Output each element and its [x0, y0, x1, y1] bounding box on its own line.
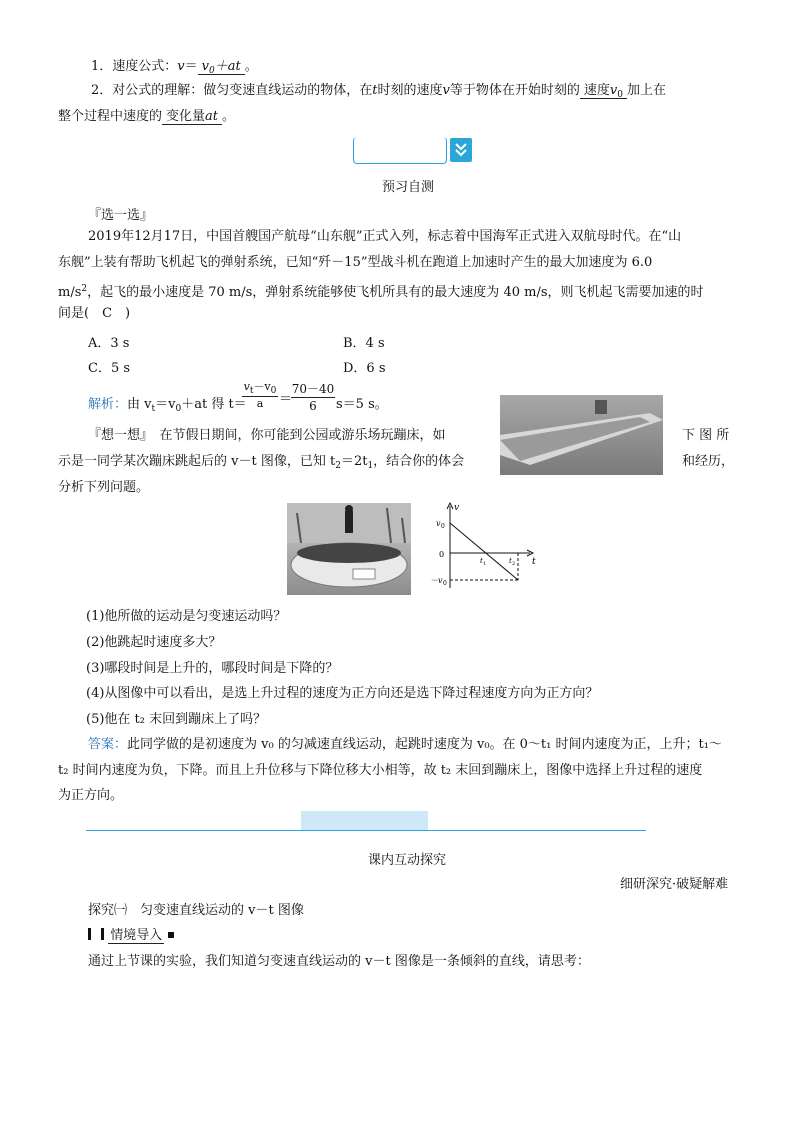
aircraft-carrier-photo [500, 395, 663, 475]
answer-line-2: t₂ 时间内速度为负，下降。而且上升位移与下降位移大小相等，故 t₂ 末回到蹦床上，图像中选择上升过程的速度 [58, 763, 703, 778]
option-a: A．3 s [88, 336, 130, 351]
trampoline-photo [287, 503, 411, 595]
think-right-1: 下 图 所 [682, 428, 730, 443]
question-3: (3)哪段时间是上升的，哪段时间是下降的？ [86, 661, 339, 676]
question-5: (5)他在 t₂ 末回到蹦床上了吗？ [86, 712, 267, 727]
question-line-3: $m/s^2$，起飞的最小速度是 70 m/s，弹射系统能够使飞机所具有的最大速度为 40 m/s，则飞机起飞需要加速的时 [58, 284, 704, 300]
graph-t2-sub: 2 [512, 561, 516, 567]
section-badge-frame [353, 137, 447, 164]
question-line-1: 2019年12月17日，中国首艘国产航母“山东舰”正式入列，标志着中国海军正式进入双航母时代。在“山 [88, 229, 682, 244]
section-title-preview: 预习自测 [382, 180, 435, 195]
graph-origin-label: 0 [439, 550, 445, 559]
graph-t1-label: t [480, 557, 483, 565]
section-divider [86, 830, 646, 831]
think-right-2: 和经历， [682, 454, 735, 469]
understanding-line-2: 整个过程中速度的 变化量at 。 [58, 109, 236, 124]
double-chevron-down-icon [450, 138, 472, 162]
equals-sign: ＝ [279, 392, 293, 407]
section-subtitle: 细研深究·破疑解难 [620, 877, 729, 892]
graph-t2-label: t [509, 557, 512, 565]
option-c: C．5 s [88, 361, 131, 376]
fraction-numerator: $v_t-v_0$ [243, 380, 277, 396]
graph-v0-label: v [436, 519, 441, 528]
section-title-classroom: 课内互动探究 [368, 853, 447, 868]
situation-heading: 情境导入 [88, 924, 174, 943]
think-heading: 『想一想』 在节假日期间，你可能到公园或游乐场玩蹦床，如 [88, 428, 446, 443]
understanding-line: 2．对公式的理解：做匀变速直线运动的物体，在t时刻的速度v等于物体在开始时刻的 速度$v_0$ 加上在 [91, 83, 667, 100]
section-tab [301, 811, 428, 831]
graph-v0-sub: 0 [441, 523, 445, 530]
question-4: (4)从图像中可以看出，是选上升过程的速度为正方向还是选下降过程速度方向为正方向？ [86, 686, 599, 701]
v-t-graph [430, 500, 536, 590]
intro-paragraph: 通过上节课的实验，我们知道匀变速直线运动的 v－t 图像是一条倾斜的直线，请思考： [88, 954, 590, 969]
choose-heading: 『选一选』 [88, 208, 154, 223]
graph-neg-v0-sub: 0 [443, 580, 447, 587]
think-line-2: 示是一同学某次蹦床跳起后的 v－t 图像，已知 $t_2=2t_1$，结合你的体会 [58, 454, 465, 471]
question-line-2: 东舰”上装有帮助飞机起飞的弹射系统，已知“歼－15”型战斗机在跑道上加速时产生的最大加速度为 6.0 [58, 255, 653, 270]
graph-y-label: v [454, 503, 460, 513]
solution-line: 解析：由 $v_t=v_0+at$ 得 t＝ [88, 397, 247, 414]
square-bullet-icon [168, 932, 174, 938]
option-b: B．4 s [343, 336, 385, 351]
question-1: (1)他所做的运动是匀变速运动吗？ [86, 609, 287, 624]
graph-t1-sub: 1 [483, 561, 487, 567]
explore-heading: 探究㈠ 匀变速直线运动的 v－t 图像 [88, 903, 304, 918]
solution-result: s＝5 s。 [336, 397, 388, 412]
question-2: (2)他跳起时速度多大？ [86, 635, 222, 650]
fraction-numerator-2: 70－40 [291, 382, 335, 396]
answer-line-3: 为正方向。 [58, 788, 124, 803]
think-line-3: 分析下列问题。 [58, 480, 150, 495]
fraction-denominator-2: 6 [309, 399, 317, 413]
option-d: D．6 s [343, 361, 386, 376]
graph-neg-v0-label: －v [430, 576, 443, 585]
answer-line-1: 答案：此同学做的是初速度为 v₀ 的匀减速直线运动，起跳时速度为 v₀。在 0～t₁ 时间内速度为正，上升；t₁～ [88, 737, 722, 752]
question-line-4: 间是( C ) [58, 306, 131, 321]
formula-line: 1．速度公式：$v= v_0+at$ 。 [91, 59, 258, 76]
graph-x-label: t [532, 557, 536, 567]
fraction-denominator: a [256, 397, 264, 410]
